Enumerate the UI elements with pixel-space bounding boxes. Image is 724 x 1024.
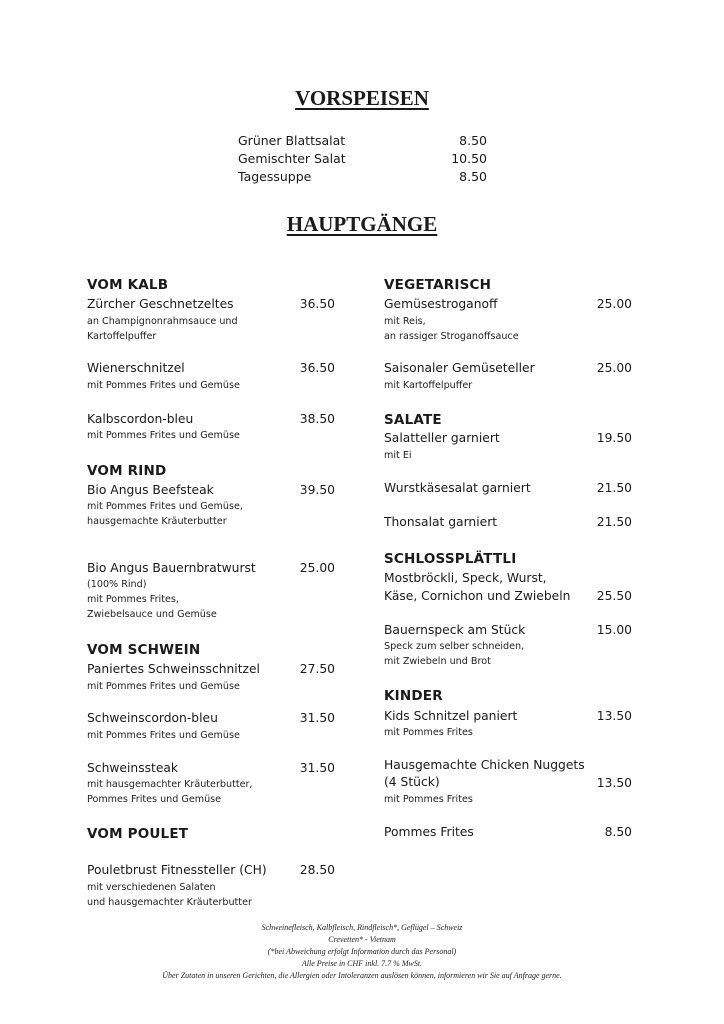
- item-desc: mit Ei: [384, 450, 412, 461]
- item-name: Schweinssteak: [87, 761, 179, 775]
- item-desc: Speck zum selber schneiden,: [384, 641, 525, 652]
- hauptgaenge-title: HAUPTGÄNGE: [286, 212, 438, 236]
- item-name: Thonsalat garniert: [384, 515, 498, 529]
- item-desc: mit Pommes Frites und Gemüse,: [87, 501, 243, 512]
- item-price: 36.50: [299, 297, 335, 311]
- item-name: (4 Stück): [384, 775, 440, 789]
- footer-origin: Crevetten* - Vietnam: [328, 935, 396, 944]
- item-price: 36.50: [299, 361, 335, 375]
- item-desc: Kartoffelpuffer: [87, 331, 157, 342]
- item-desc: mit Reis,: [384, 316, 426, 327]
- category-vom-schwein: VOM SCHWEIN: [87, 642, 201, 658]
- item-price: 8.50: [459, 133, 487, 148]
- item-name: Mostbröckli, Speck, Wurst,: [384, 571, 547, 585]
- menu-row: [238, 168, 487, 186]
- item-name: Paniertes Schweinsschnitzel: [87, 662, 260, 676]
- item-price: 38.50: [299, 412, 335, 426]
- item-desc: mit hausgemachter Kräuterbutter,: [87, 779, 253, 790]
- category-vom-poulet: VOM POULET: [87, 826, 189, 842]
- item-name: Zürcher Geschnetzeltes: [87, 297, 234, 311]
- item-name: Grüner Blattsalat: [238, 133, 346, 148]
- item-desc: und hausgemachter Kräuterbutter: [87, 897, 252, 908]
- footer-prices: Alle Preise in CHF inkl. 7.7 % MwSt.: [301, 959, 423, 968]
- footer-origin: Schweinefleisch, Kalbfleisch, Rindfleisch*, Geflügel – Schweiz: [261, 923, 463, 932]
- item-name: Wienerschnitzel: [87, 361, 185, 375]
- item-price: 21.50: [596, 481, 632, 495]
- item-name: Salatteller garniert: [384, 431, 500, 445]
- item-name: Gemischter Salat: [238, 151, 346, 166]
- category-kinder: KINDER: [384, 688, 443, 704]
- item-desc: mit Kartoffelpuffer: [384, 380, 473, 391]
- item-name: Pommes Frites: [384, 825, 474, 839]
- category-vegetarisch: VEGETARISCH: [384, 277, 492, 293]
- item-desc: mit Pommes Frites: [384, 727, 473, 738]
- item-name: Schweinscordon-bleu: [87, 711, 218, 725]
- footer-allergy: Über Zutaten in unseren Gerichten, die Allergien oder Intoleranzen auslösen können, informieren wir Sie auf Anfrage gerne.: [162, 971, 562, 980]
- category-schlossplaettli: SCHLOSSPLÄTTLI: [384, 551, 517, 567]
- item-name: Hausgemachte Chicken Nuggets: [384, 758, 585, 772]
- item-name: Bio Angus Bauernbratwurst: [87, 561, 256, 575]
- category-vom-rind: VOM RIND: [87, 463, 167, 479]
- item-name: Wurstkäsesalat garniert: [384, 481, 531, 495]
- item-desc: mit Pommes Frites und Gemüse: [87, 681, 240, 692]
- item-price: 28.50: [299, 863, 335, 877]
- item-name: Käse, Cornichon und Zwiebeln: [384, 589, 571, 603]
- item-desc: mit Pommes Frites und Gemüse: [87, 730, 240, 741]
- item-desc: an Champignonrahmsauce und: [87, 316, 238, 327]
- item-name: Saisonaler Gemüseteller: [384, 361, 535, 375]
- item-price: 13.50: [596, 709, 632, 723]
- item-price: 31.50: [299, 761, 335, 775]
- item-desc: mit Pommes Frites und Gemüse: [87, 380, 240, 391]
- menu-row: [238, 150, 487, 168]
- item-price: 13.50: [596, 776, 632, 790]
- item-price: 8.50: [459, 169, 487, 184]
- item-name: Tagessuppe: [238, 169, 312, 184]
- item-name: Bio Angus Beefsteak: [87, 483, 214, 497]
- item-price: 25.00: [596, 361, 632, 375]
- item-desc: mit Pommes Frites,: [87, 594, 179, 605]
- item-price: 25.50: [596, 589, 632, 603]
- item-price: 27.50: [299, 662, 335, 676]
- item-price: 19.50: [596, 431, 632, 445]
- item-price: 25.00: [299, 561, 335, 575]
- item-desc: Pommes Frites und Gemüse: [87, 794, 222, 805]
- item-desc: mit Zwiebeln und Brot: [384, 656, 491, 667]
- item-desc: mit Pommes Frites: [384, 794, 473, 805]
- item-price: 25.00: [596, 297, 632, 311]
- item-desc: mit Pommes Frites und Gemüse: [87, 430, 240, 441]
- item-desc: Zwiebelsauce und Gemüse: [87, 609, 217, 620]
- item-name: Kids Schnitzel paniert: [384, 709, 518, 723]
- item-price: 15.00: [596, 623, 632, 637]
- item-name: Gemüsestroganoff: [384, 297, 498, 311]
- item-name: Pouletbrust Fitnessteller (CH): [87, 863, 267, 877]
- item-desc: (100% Rind): [87, 579, 147, 590]
- category-vom-kalb: VOM KALB: [87, 277, 169, 293]
- category-salate: SALATE: [384, 412, 442, 428]
- footer-note: (*bei Abweichung erfolgt Information durch das Personal): [267, 947, 457, 956]
- item-price: 10.50: [451, 151, 487, 166]
- item-desc: hausgemachte Kräuterbutter: [87, 516, 227, 527]
- item-name: Kalbscordon-bleu: [87, 412, 194, 426]
- item-price: 21.50: [596, 515, 632, 529]
- item-price: 31.50: [299, 711, 335, 725]
- vorspeisen-title: VORSPEISEN: [295, 86, 429, 110]
- item-name: Bauernspeck am Stück: [384, 623, 526, 637]
- item-price: 39.50: [299, 483, 335, 497]
- item-desc: mit verschiedenen Salaten: [87, 882, 216, 893]
- menu-row: [238, 132, 487, 150]
- item-desc: an rassiger Stroganoffsauce: [384, 331, 519, 342]
- item-price: 8.50: [604, 825, 632, 839]
